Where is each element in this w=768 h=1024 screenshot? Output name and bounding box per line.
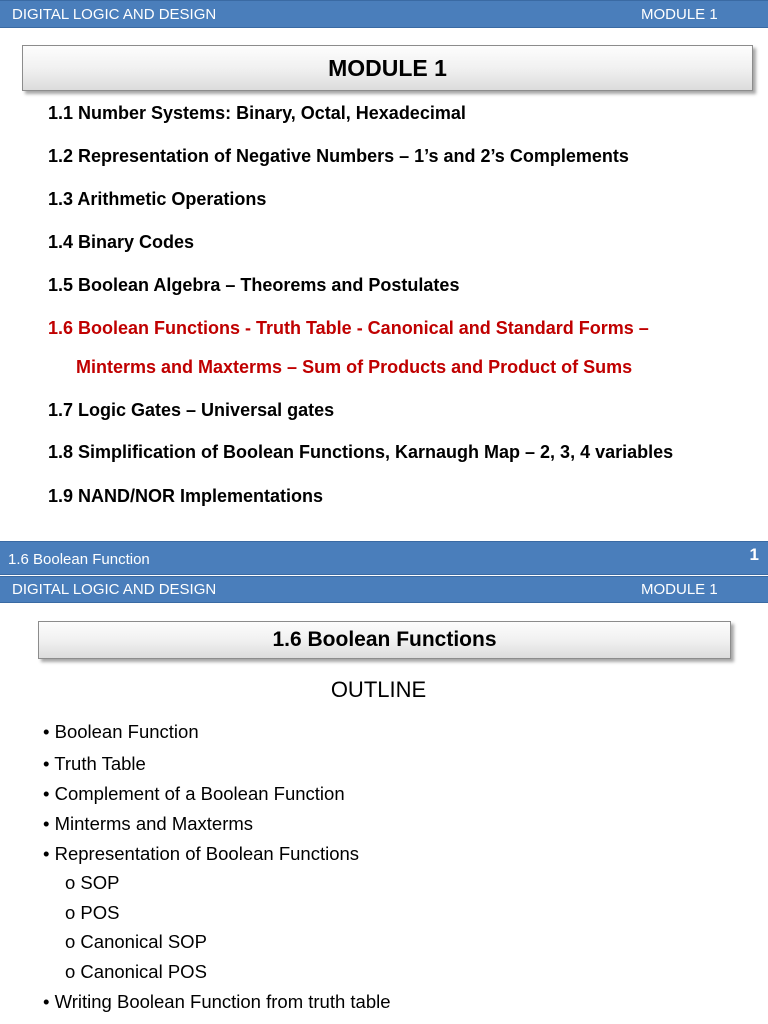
outline-item-writing-from-truth-table: • Writing Boolean Function from truth table bbox=[43, 991, 391, 1012]
header-module-label: MODULE 1 bbox=[641, 581, 718, 598]
slide1-title-text: MODULE 1 bbox=[328, 54, 447, 81]
topic-1-4: 1.4 Binary Codes bbox=[48, 232, 195, 252]
outline-item-minterms-maxterms: • Minterms and Maxterms bbox=[43, 813, 254, 834]
topic-1-3: 1.3 Arithmetic Operations bbox=[48, 189, 267, 209]
topic-1-7: 1.7 Logic Gates – Universal gates bbox=[48, 400, 335, 420]
footer-section-label: 1.6 Boolean Function bbox=[8, 551, 150, 568]
slide1-header-bar bbox=[0, 0, 768, 28]
outline-item-boolean-function: • Boolean Function bbox=[43, 721, 199, 742]
outline-subitem-sop: o SOP bbox=[65, 872, 120, 893]
header-course-title: DIGITAL LOGIC AND DESIGN bbox=[12, 581, 217, 598]
topic-1-5: 1.5 Boolean Algebra – Theorems and Postulates bbox=[48, 275, 460, 295]
topic-1-2: 1.2 Representation of Negative Numbers – 1’s and 2’s Complements bbox=[48, 146, 629, 166]
topic-1-9: 1.9 NAND/NOR Implementations bbox=[48, 486, 324, 506]
outline-subitem-canonical-sop: o Canonical SOP bbox=[65, 931, 207, 952]
header-module-label: MODULE 1 bbox=[641, 6, 718, 23]
slide1-footer-bar bbox=[0, 541, 768, 575]
slide2-title bbox=[38, 621, 731, 659]
outline-item-complement: • Complement of a Boolean Function bbox=[43, 783, 345, 804]
header-course-title: DIGITAL LOGIC AND DESIGN bbox=[12, 6, 217, 23]
slide2-header-bar bbox=[0, 576, 768, 603]
topic-1-6-continued: Minterms and Maxterms – Sum of Products and Product of Sums bbox=[76, 357, 633, 377]
outline-subitem-canonical-pos: o Canonical POS bbox=[65, 961, 207, 982]
outline-subitem-pos: o POS bbox=[65, 902, 120, 923]
slide2-title-text: 1.6 Boolean Functions bbox=[272, 628, 497, 651]
slide1-title bbox=[22, 45, 753, 91]
topic-1-1: 1.1 Number Systems: Binary, Octal, Hexadecimal bbox=[48, 103, 466, 123]
outline-heading: OUTLINE bbox=[330, 677, 427, 702]
page-number: 1 bbox=[749, 545, 759, 564]
outline-item-representation: • Representation of Boolean Functions bbox=[43, 843, 360, 864]
outline-item-truth-table: • Truth Table bbox=[43, 753, 146, 774]
topic-1-6: 1.6 Boolean Functions - Truth Table - Canonical and Standard Forms – bbox=[48, 318, 649, 338]
topic-1-8: 1.8 Simplification of Boolean Functions, Karnaugh Map – 2, 3, 4 variables bbox=[48, 442, 674, 462]
